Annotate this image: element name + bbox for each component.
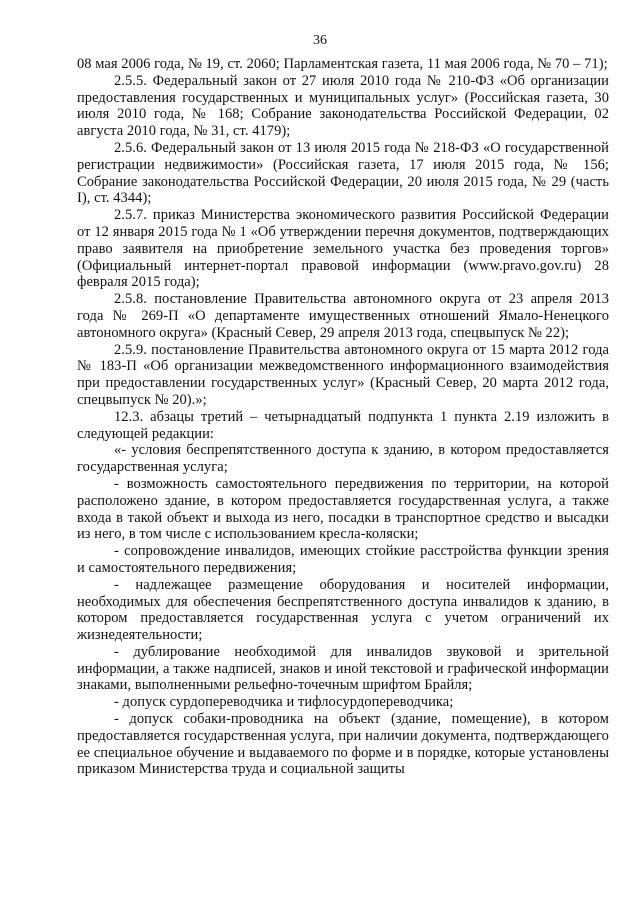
paragraph-guide-dog: - допуск собаки-проводника на объект (здание, помещение), в котором предоставляется государственная услуга, при наличии документа, подтверждающего ее специальное обучение и выдаваемого по форме и в порядке, которые установлены приказом Министерства труда и социальной защиты [77,711,609,778]
paragraph-item-2-5-8: 2.5.8. постановление Правительства автономного округа от 23 апреля 2013 года № 269-П «О департаменте имущественных отношений Ямало-Ненецкого автономного округа» (Красный Север, 29 апреля 2013 года, спецвыпуск № 22); [77,291,609,341]
paragraph-independent-movement: - возможность самостоятельного передвижения по территории, на которой расположено здание, в котором предоставляется государственная услуга, а также входа в такой объект и выхода из него, посадки в транспортное средство и высадки из него, в том числе с использованием кресла-коляски; [77,475,609,543]
paragraph-continuation: 08 мая 2006 года, № 19, ст. 2060; Парламентская газета, 11 мая 2006 года, № 70 – 71); [77,56,608,72]
page-number: 36 [313,33,327,48]
paragraph-escort: - сопровождение инвалидов, имеющих стойкие расстройства функции зрения и самостоятельного передвижения; [77,543,609,576]
paragraph-item-2-5-5: 2.5.5. Федеральный закон от 27 июля 2010 года № 210-ФЗ «Об организации предоставления государственных и муниципальных услуг» (Российская газета, 30 июля 2010 года, № 168; Собрание законодательства Российской Федерации, 02 августа 2010 года, № 31, ст. 4179); [77,72,609,140]
paragraph-equipment-placement: - надлежащее размещение оборудования и носителей информации, необходимых для обеспечения беспрепятственного доступа инвалидов к зданию, в котором предоставляется государственная услуга с учетом ограничений их жизнедеятельности; [77,576,609,644]
paragraph-item-12-3: 12.3. абзацы третий – четырнадцатый подпункта 1 пункта 2.19 изложить в следующей редакции: [77,408,609,442]
paragraph-information-duplication: - дублирование необходимой для инвалидов звуковой и зрительной информации, а также надписей, знаков и иной текстовой и графической информации знаками, выполненными рельефно-точечным шрифтом Брайля; [77,643,609,694]
paragraph-item-2-5-6: 2.5.6. Федеральный закон от 13 июля 2015 года № 218-ФЗ «О государственной регистрации недвижимости» (Российская газета, 17 июля 2015 года, № 156; Собрание законодательства Российской Федерации, 20 июля 2015 года, № 29 (часть I), ст. 4344); [77,139,609,207]
paragraph-sign-interpreter: - допуск сурдопереводчика и тифлосурдопереводчика; [114,694,454,711]
paragraph-access-conditions: «- условия беспрепятственного доступа к зданию, в котором предоставляется государственная услуга; [77,442,609,476]
document-body [77,56,609,778]
paragraph-item-2-5-7: 2.5.7. приказ Министерства экономического развития Российской Федерации от 12 января 2015 года № 1 «Об утверждении перечня документов, подтверждающих право заявителя на приобретение земельного участка без проведения торгов» (Официальный интернет-портал правовой информации (www.pravo.gov.ru) 28 февраля 2015 года); [77,207,609,291]
paragraph-item-2-5-9: 2.5.9. постановление Правительства автономного округа от 15 марта 2012 года № 183-П «Об организации межведомственного информационного взаимодействия при предоставлении государственных услуг» (Красный Север, 20 марта 2012 года, спецвыпуск № 20).»; [77,341,609,408]
